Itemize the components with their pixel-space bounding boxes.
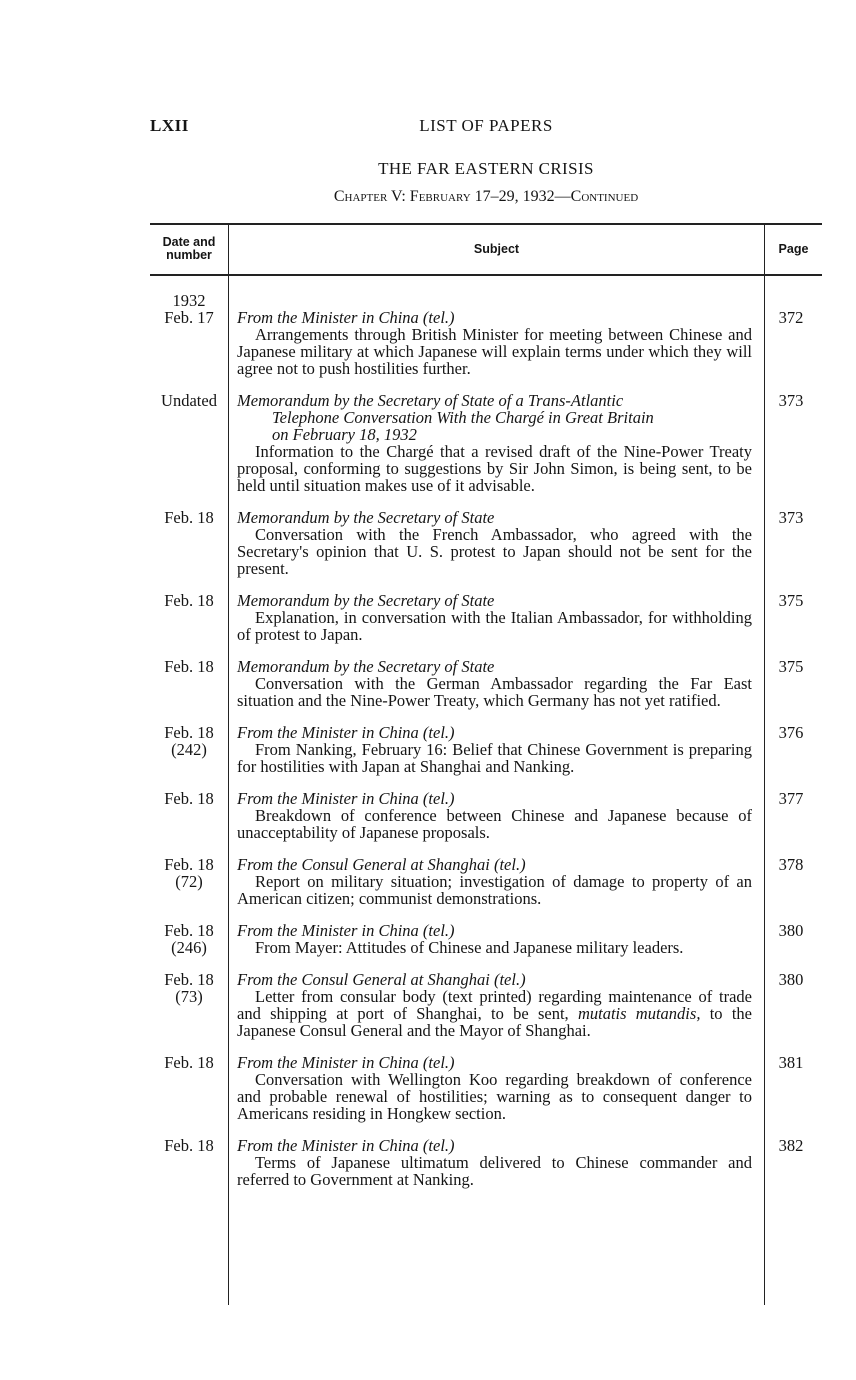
entry-page: 382 [778, 1136, 804, 1155]
entry-subject [228, 724, 762, 775]
entry-date [150, 658, 228, 709]
entry-subject [228, 971, 762, 1039]
entry-date [150, 724, 228, 775]
column-header-date [150, 236, 228, 262]
entry-page: 381 [778, 1053, 804, 1072]
entry-summary: Explanation, in conversation with the Italian Ambassador, for withholding of protest to Japan. [237, 608, 752, 644]
entry-page: 375 [778, 591, 804, 610]
entry-summary: From Mayer: Attitudes of Chinese and Japanese military leaders. [255, 938, 684, 957]
entry-source-line: Memorandum by the Secretary of State [237, 508, 495, 527]
entry-date-text: Feb. 18 [164, 508, 214, 527]
entry-page: 380 [778, 921, 804, 940]
entry-subject [228, 392, 762, 494]
entry-source [237, 922, 752, 939]
entry-page: 372 [778, 308, 804, 327]
entry-date [150, 971, 228, 1039]
entry-number: (72) [175, 872, 203, 891]
entry-page: 376 [778, 723, 804, 742]
entry-summary: Terms of Japanese ultimatum delivered to Chinese commander and referred to Government at Nanking. [237, 1153, 752, 1189]
entry-page: 380 [778, 970, 804, 989]
entry-summary: Conversation with Wellington Koo regarding breakdown of conference and probable renewal of hostilities; warning as to consequent danger to Americans residing in Hongkew section. [237, 1070, 752, 1123]
entry-summary-italic: mutatis mutandis, [577, 1004, 701, 1023]
chapter-dates: : February 17–29, 1932—Continued [401, 188, 639, 205]
entry-source [237, 1054, 752, 1071]
entry-date [150, 856, 228, 907]
entry-date-text: Feb. 18 [164, 789, 214, 808]
entry-date-text: Feb. 18 [164, 591, 214, 610]
entry-date [150, 790, 228, 841]
entry-date-text: Feb. 18 [164, 970, 214, 989]
list-item [150, 790, 822, 841]
entry-source-line: Memorandum by the Secretary of State [237, 591, 495, 610]
list-item [150, 1054, 822, 1122]
entry-summary: Conversation with the French Ambassador, who agreed with the Secretary's opinion that U. S. protest to Japan should not be sent for the present. [237, 525, 752, 578]
entry-date-text: Undated [161, 391, 217, 410]
entry-summary: Arrangements through British Minister for meeting between Chinese and Japanese military at which Japanese will explain terms under which they will agree not to push hostilities further. [237, 325, 752, 378]
entry-source [237, 856, 752, 873]
section-title: THE FAR EASTERN CRISIS [378, 159, 594, 178]
entry-source-line: From the Minister in China (tel.) [237, 723, 455, 742]
entry-date [150, 509, 228, 577]
list-item [150, 392, 822, 494]
entry-date [150, 592, 228, 643]
entry-source-line: From the Minister in China (tel.) [237, 1053, 455, 1072]
entry-page: 377 [778, 789, 804, 808]
entry-source-line: From the Consul General at Shanghai (tel.) [237, 970, 526, 989]
entry-source [237, 309, 752, 326]
entry-date-text: Feb. 18 [164, 921, 214, 940]
entry-date-text: Feb. 18 [164, 1136, 214, 1155]
entry-date [150, 392, 228, 494]
list-item [150, 509, 822, 577]
column-header-subject: Subject [473, 242, 520, 256]
entry-source-continuation: on February 18, 1932 [272, 425, 417, 444]
entry-source-continuation: Telephone Conversation With the Chargé in Great Britain [272, 408, 654, 427]
running-header [150, 116, 822, 138]
column-header-page: Page [778, 242, 809, 256]
entry-year: 1932 [172, 291, 206, 310]
entry-source-line: From the Minister in China (tel.) [237, 1136, 455, 1155]
chapter-title [150, 188, 822, 206]
entry-summary-part: to the Japanese Consul General and the Mayor of Shanghai. [237, 1004, 752, 1040]
entry-summary [237, 988, 752, 1039]
entry-summary: From Nanking, February 16: Belief that Chinese Government is preparing for hostilities with Japan at Shanghai and Nanking. [237, 740, 752, 776]
entry-number: (242) [171, 740, 207, 759]
running-title: LIST OF PAPERS [419, 116, 553, 135]
page-number: LXII [150, 116, 189, 135]
entry-date [150, 1054, 228, 1122]
chapter-prefix: Chapter V [333, 188, 402, 205]
entry-source-line: Memorandum by the Secretary of State [237, 657, 495, 676]
entry-page: 378 [778, 855, 804, 874]
entry-date [150, 1137, 228, 1188]
entry-summary-part: Letter from consular body (text printed) regarding maintenance of trade and shipping at port of Shanghai, to be sent, [237, 987, 752, 1023]
list-item [150, 658, 822, 709]
entry-source [237, 724, 752, 741]
entry-subject [228, 1054, 762, 1122]
entry-date-text: Feb. 18 [164, 657, 214, 676]
entry-date-text: Feb. 17 [164, 308, 214, 327]
entry-subject [228, 292, 762, 377]
entry-source [237, 790, 752, 807]
entry-source-line: From the Minister in China (tel.) [237, 921, 455, 940]
entry-source-line: From the Minister in China (tel.) [237, 308, 455, 327]
entry-page: 373 [778, 391, 804, 410]
entry-source [237, 658, 752, 675]
list-item [150, 1137, 822, 1188]
list-item [150, 592, 822, 643]
entry-subject [228, 509, 762, 577]
list-item [150, 292, 822, 377]
list-item [150, 971, 822, 1039]
entry-source [237, 392, 752, 443]
entry-summary: Information to the Chargé that a revised draft of the Nine-Power Treaty proposal, conforming to suggestions by Sir John Simon, is being sent, to be held until situation makes use of it advisable. [237, 442, 752, 495]
papers-list [150, 292, 822, 1203]
entry-summary: Report on military situation; investigation of damage to property of an American citizen; communist demonstrations. [237, 872, 752, 908]
entry-subject [228, 1137, 762, 1188]
entry-source [237, 592, 752, 609]
entry-source [237, 1137, 752, 1154]
list-item [150, 724, 822, 775]
list-item [150, 922, 822, 956]
entry-date [150, 292, 228, 377]
entry-number: (246) [171, 938, 207, 957]
entry-subject [228, 790, 762, 841]
entry-source-line: Memorandum by the Secretary of State of a Trans-Atlantic [237, 391, 624, 410]
entry-subject [228, 592, 762, 643]
column-header-date-line2: number [166, 248, 212, 262]
entry-page: 373 [778, 508, 804, 527]
entry-date-text: Feb. 18 [164, 855, 214, 874]
entry-page: 375 [778, 657, 804, 676]
table-top-rule [150, 223, 822, 225]
entry-summary: Conversation with the German Ambassador regarding the Far East situation and the Nine-Power Treaty, which Germany has not yet ratified. [237, 674, 752, 710]
entry-subject [228, 922, 762, 956]
entry-date-text: Feb. 18 [164, 723, 214, 742]
entry-subject [228, 658, 762, 709]
column-header-date-line1: Date and [162, 235, 216, 249]
entry-date [150, 922, 228, 956]
entry-source-line: From the Minister in China (tel.) [237, 789, 455, 808]
entry-date-text: Feb. 18 [164, 1053, 214, 1072]
entry-summary: Breakdown of conference between Chinese and Japanese because of unacceptability of Japanese proposals. [237, 806, 752, 842]
entry-source-line: From the Consul General at Shanghai (tel.) [237, 855, 526, 874]
table-header-rule [150, 274, 822, 276]
entry-subject [228, 856, 762, 907]
entry-source [237, 509, 752, 526]
entry-source [237, 971, 752, 988]
list-item [150, 856, 822, 907]
entry-number: (73) [175, 987, 203, 1006]
